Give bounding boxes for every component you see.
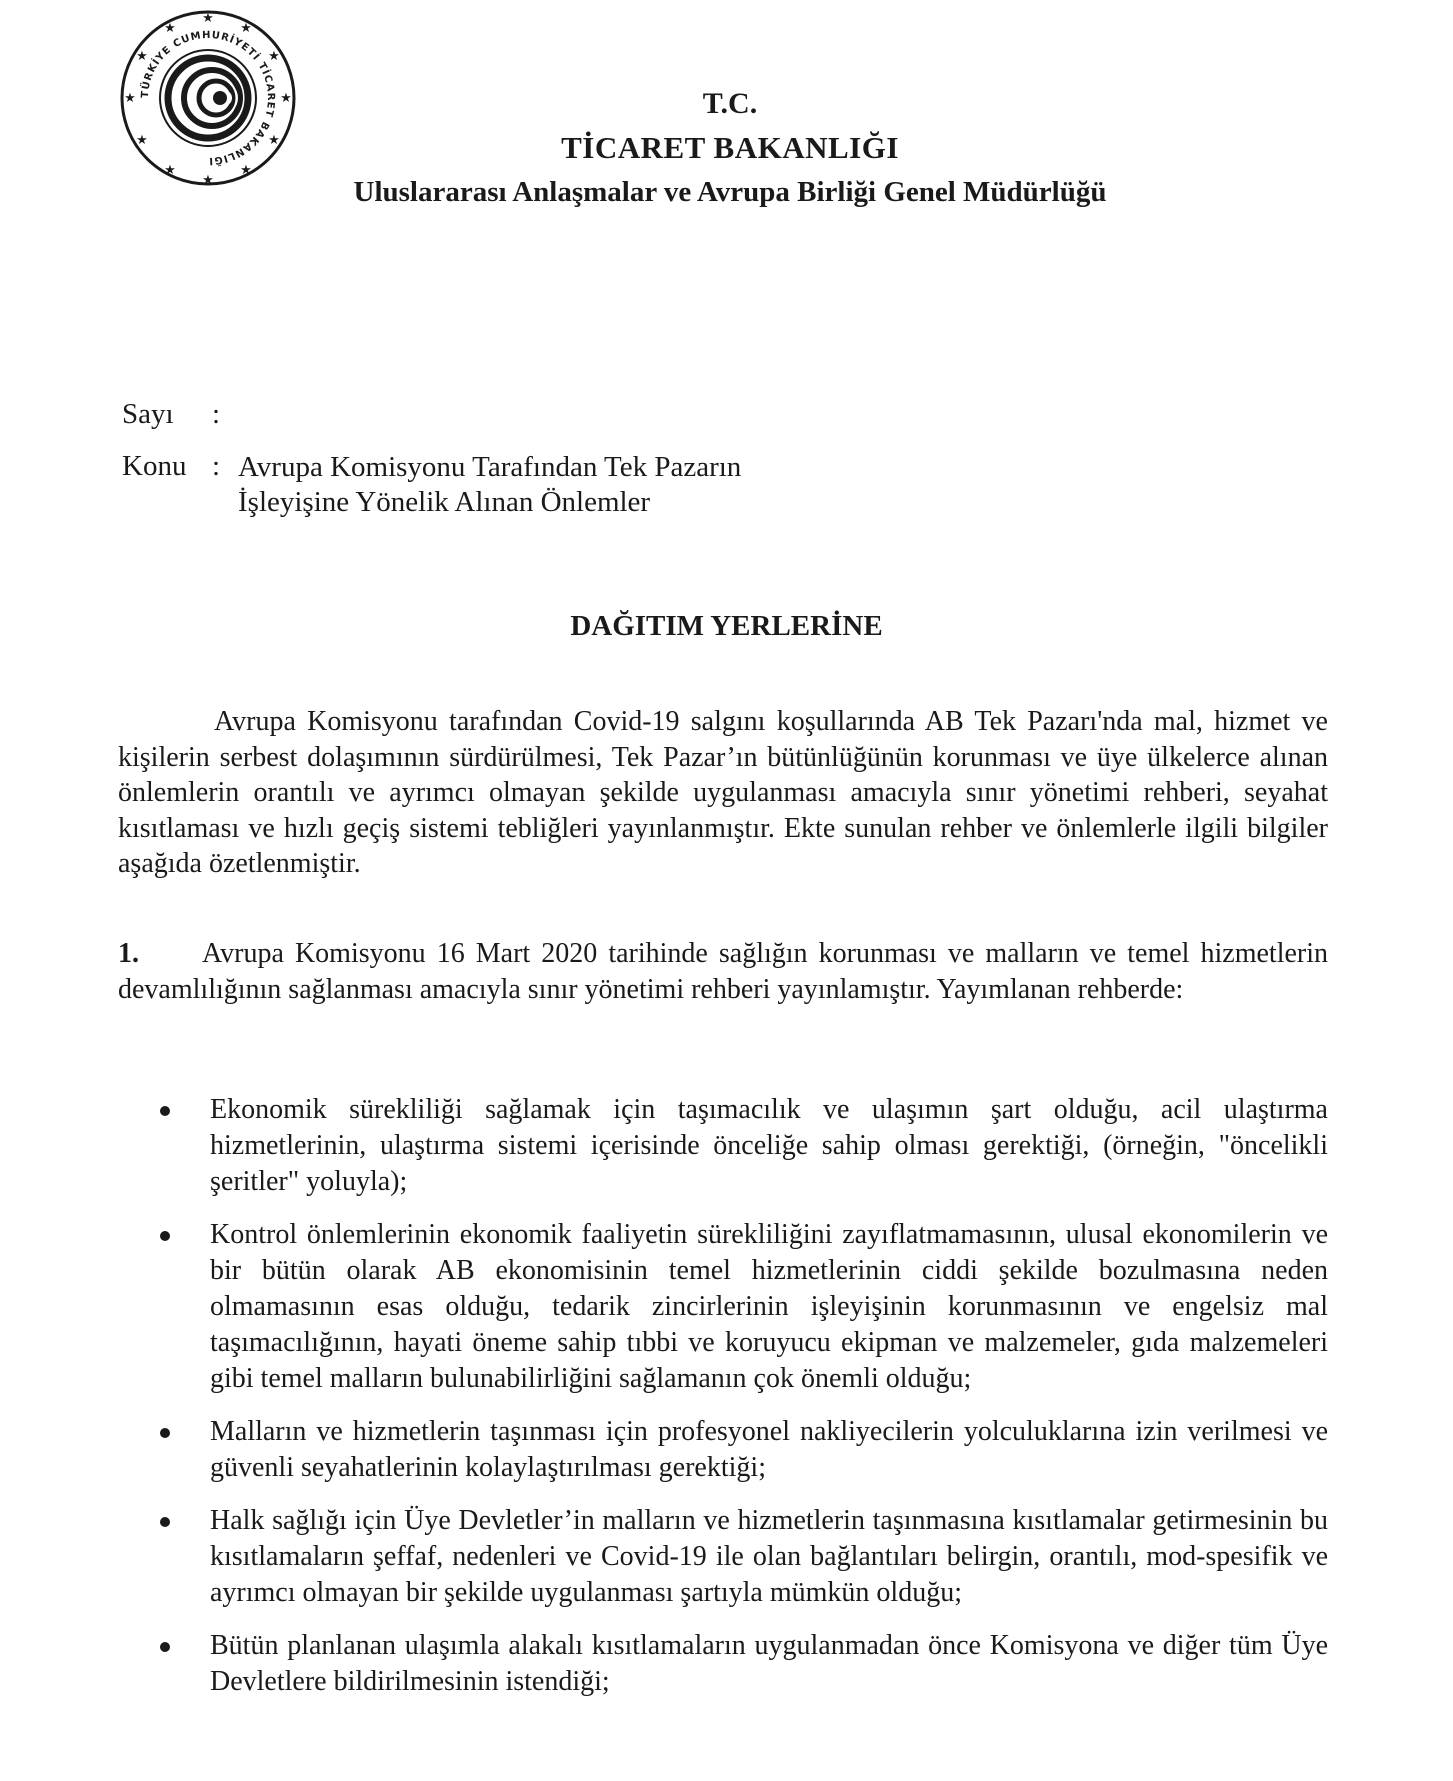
list-item <box>118 1503 1328 1611</box>
list-item <box>118 1217 1328 1397</box>
bullet-icon <box>160 1106 170 1116</box>
bullet-icon <box>160 1428 170 1438</box>
svg-text:★: ★ <box>240 21 252 36</box>
konu-value: Avrupa Komisyonu Tarafından Tek Pazarın İşleyişine Yönelik Alınan Önlemler <box>238 451 742 518</box>
list-item-text: Halk sağlığı için Üye Devletler’in malların ve hizmetlerin taşınmasına kısıtlamalar getirmesinin bu kısıtlamaların şeffaf, nedenleri ve Covid-19 ile olan bağlantıları belirgin, orantılı, mod-spesifik ve ayrımcı olmayan bir şekilde uygulanması şartıyla mümkün olduğu; <box>210 1505 1328 1608</box>
svg-text:★: ★ <box>164 21 176 36</box>
intro-paragraph: Avrupa Komisyonu tarafından Covid-19 salgını koşullarında AB Tek Pazarı'nda mal, hizmet ve kişilerin serbest dolaşımının sürdürülmesi, Tek Pazar’ın bütünlüğünün korunması ve üye ülkelerce alınan önlemlerin orantılı ve ayrımcı olmayan şekilde uygulanması amacıyla sınır yönetimi rehberi, seyahat kısıtlaması ve hızlı geçiş sistemi tebliğleri yayınlanmıştır. Ekte sunulan rehber ve önlemlerle ilgili bilgiler aşağıda özetlenmiştir. <box>118 706 1328 879</box>
distribution-heading: DAĞITIM YERLERİNE <box>570 610 883 642</box>
svg-text:★: ★ <box>136 133 148 148</box>
list-item-text: Bütün planlanan ulaşımla alakalı kısıtlamaların uygulanmadan önce Komisyona ve diğer tüm Üye Devletlere bildirilmesinin istendiği; <box>210 1630 1328 1697</box>
svg-text:★: ★ <box>202 173 214 188</box>
list-item-text: Malların ve hizmetlerin taşınması için profesyonel nakliyecilerin yolculuklarına izin verilmesi ve güvenli seyahatlerinin kolaylaştırılması gerektiği; <box>210 1416 1328 1483</box>
header-directorate: Uluslararası Anlaşmalar ve Avrupa Birliği Genel Müdürlüğü <box>353 176 1107 208</box>
konu-colon: : <box>212 450 221 482</box>
header-ministry: TİCARET BAKANLIĞI <box>561 130 899 165</box>
header-tc: T.C. <box>702 87 758 120</box>
svg-text:★: ★ <box>202 11 214 26</box>
letter-header <box>240 82 1220 214</box>
list-item <box>118 1628 1328 1700</box>
svg-text:★: ★ <box>164 163 176 178</box>
svg-text:★: ★ <box>268 133 280 148</box>
item-1-paragraph <box>118 936 1328 1007</box>
svg-text:★: ★ <box>136 49 148 64</box>
svg-text:TÜRKİYE CUMHURİYETİ TİCARET BA: TÜRKİYE CUMHURİYETİ TİCARET BAKANLIĞI <box>139 29 277 167</box>
item-1-number: 1. <box>118 938 139 969</box>
konu-label: Konu <box>122 450 187 482</box>
bullet-icon <box>160 1517 170 1527</box>
bullet-icon <box>160 1642 170 1652</box>
list-item <box>118 1092 1328 1200</box>
list-item-text: Kontrol önlemlerinin ekonomik faaliyetin sürekliliğini zayıflatmamasının, ulusal ekonomilerin ve bir bütün olarak AB ekonomisinin temel hizmetlerinin ciddi şekilde bozulmasına neden olmamasının esas olduğu, tedarik zincirlerinin işleyişinin korunmasının ve engelsiz mal taşımacılığının, hayati öneme sahip tıbbi ve koruyucu ekipman ve malzemeler, gıda malzemeleri gibi temel malların bulunabilirliğini sağlamanın çok önemli olduğu; <box>210 1219 1328 1394</box>
svg-text:★: ★ <box>240 163 252 178</box>
bullet-list <box>118 1092 1328 1717</box>
sayi-label: Sayı <box>122 398 174 430</box>
svg-text:★: ★ <box>124 91 136 106</box>
list-item-text: Ekonomik sürekliliği sağlamak için taşımacılık ve ulaşımın şart olduğu, acil ulaştırma hizmetlerinin, ulaştırma sistemi içerisinde önceliğe sahip olması gerektiği, (örneğin, "öncelikli şeritler" yoluyla); <box>210 1094 1328 1197</box>
svg-text:★: ★ <box>268 49 280 64</box>
svg-text:★: ★ <box>280 91 292 106</box>
item-1-text: Avrupa Komisyonu 16 Mart 2020 tarihinde sağlığın korunması ve malların ve temel hizmetlerin devamlılığının sağlanması amacıyla sınır yönetimi rehberi yayınlamıştır. Yayımlanan rehberde: <box>118 938 1328 1005</box>
sayi-colon: : <box>212 398 221 430</box>
list-item <box>118 1414 1328 1486</box>
bullet-icon <box>160 1231 170 1241</box>
